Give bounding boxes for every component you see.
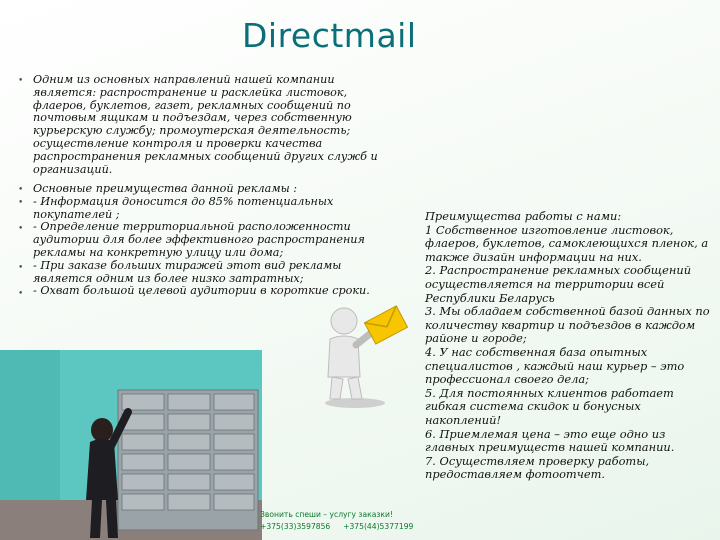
- phone-number: +375(33)3597856: [260, 522, 331, 531]
- bullet-icon: •: [18, 198, 24, 208]
- advantage-item: 4. У нас собственная база опытных специалистов , каждый наш курьер – это профессионал своего дела;: [425, 344, 685, 387]
- envelope-courier-icon: [300, 295, 410, 410]
- contact-slogan: Звонить спеши – услугу заказки!: [260, 510, 393, 519]
- benefit-item: - Определение территориальной расположенности аудитории для более эффективного распространения рекламы на конкретную улицу или дома;: [33, 220, 365, 259]
- advantage-item: 2. Распространение рекламных сообщений осуществляется на территории всей Республики Беларусь: [425, 263, 692, 305]
- advantages-heading: Преимущества работы с нами:: [425, 209, 622, 223]
- phone-number: +375(44)5377199: [343, 522, 414, 531]
- benefit-item: - Информация доносится до 85% потенциальных покупателей ;: [33, 194, 334, 221]
- courier-photo: [0, 350, 262, 540]
- benefit-item: - Охват большой целевой аудитории в короткие сроки.: [33, 284, 370, 298]
- bullet-icon: •: [18, 289, 24, 299]
- advantage-item: 1 Собственное изготовление листовок, флаеров, буклетов, самоклеющихся пленок, а также дизайн информации на них.: [425, 222, 709, 264]
- bullet-icon: •: [18, 76, 24, 86]
- advantage-item: 7. Осуществляем проверку работы, предоставляем фотоотчет.: [425, 453, 650, 482]
- intro-paragraph: Одним из основных направлений нашей компании является: распространение и расклейка листовок, флаеров, буклетов, газет, рекламных сообщений по почтовым ящикам и подъездам, через собственную курьерскую службу; промоутерская деятельность; осуществление контроля и проверки качества распространения рекламных сообщений других служб и организаций.: [33, 73, 378, 176]
- bullet-icon: •: [18, 185, 24, 195]
- contact-block: [260, 509, 413, 533]
- benefits-list: [33, 183, 398, 298]
- bullet-icon: •: [18, 224, 24, 234]
- benefits-heading: Основные преимущества данной рекламы :: [33, 182, 298, 195]
- advantage-item: 3. Мы обладаем собственной базой данных по количеству квартир и подъездов в каждом районе и городе;: [425, 304, 710, 346]
- advantage-item: 6. Приемлемая цена – это еще одно из главных преимуществ нашей компании.: [425, 426, 675, 455]
- advantage-item: 5. Для постоянных клиентов работает гибкая система скидок и бонусных накоплений!: [425, 385, 674, 427]
- slide-title: Directmail: [242, 16, 417, 55]
- advantages-list: [425, 210, 713, 482]
- mailboxes-illustration: [0, 350, 262, 540]
- bullet-icon: •: [18, 263, 24, 273]
- benefit-item: - При заказе больших тиражей этот вид рекламы является одним из более низко затратных;: [33, 258, 342, 285]
